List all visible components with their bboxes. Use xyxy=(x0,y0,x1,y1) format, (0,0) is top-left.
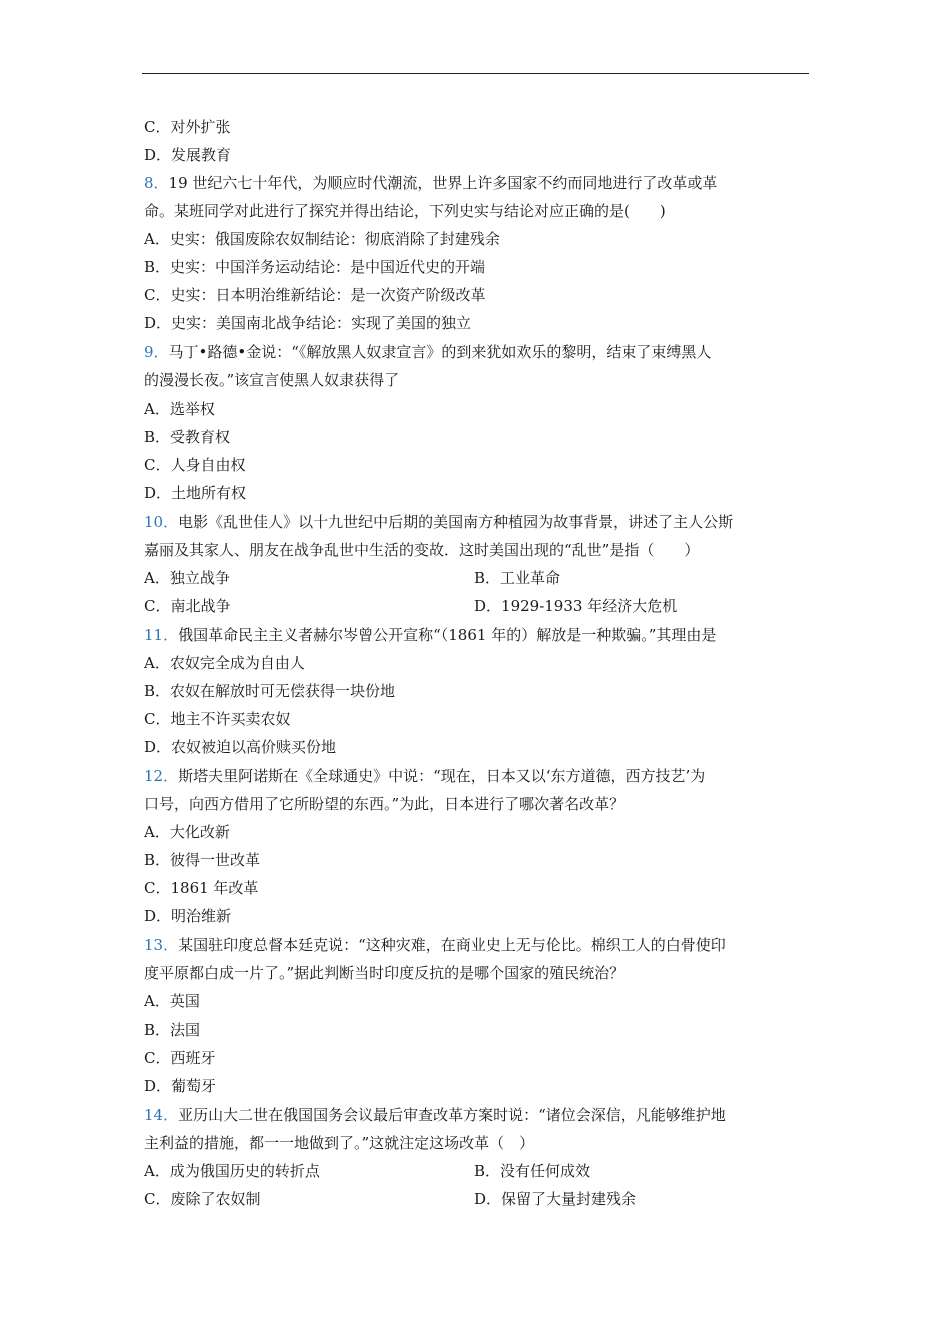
q12-stem-line1 xyxy=(144,766,705,786)
q14-option-b[interactable]: B．没有任何成效 xyxy=(474,1162,591,1180)
q13-option-b[interactable]: B．法国 xyxy=(144,1021,201,1039)
q10-text: 电影《乱世佳人》以十九世纪中后期的美国南方种植园为故事背景，讲述了主人公斯 xyxy=(178,513,734,531)
q9-option-c[interactable]: C．人身自由权 xyxy=(144,456,246,474)
q10-option-b[interactable]: B．工业革命 xyxy=(474,569,561,587)
q9-text: 马丁•路德•金说：“《解放黑人奴隶宣言》的到来犹如欢乐的黎明，结束了束缚黑人 xyxy=(168,343,712,361)
q9-option-d[interactable]: D．土地所有权 xyxy=(144,484,247,502)
q11-option-a[interactable]: A．农奴完全成为自由人 xyxy=(144,654,305,672)
q11-option-b[interactable]: B．农奴在解放时可无偿获得一块份地 xyxy=(144,682,396,700)
q13-stem-line1 xyxy=(144,935,726,955)
q9-number: 9． xyxy=(144,343,169,361)
q13-number: 13． xyxy=(144,936,179,954)
q12-stem-line2: 口号，向西方借用了它所盼望的东西。”为此，日本进行了哪次著名改革？ xyxy=(144,795,625,813)
q13-text: 某国驻印度总督本廷克说：“这种灾难，在商业史上无与伦比。棉织工人的白骨使印 xyxy=(178,936,726,954)
q9-stem-line2: 的漫漫长夜。”该宣言使黑人奴隶获得了 xyxy=(144,371,400,389)
q7-option-c[interactable]: C．对外扩张 xyxy=(144,118,231,136)
q12-option-a[interactable]: A．大化改新 xyxy=(144,823,230,841)
q7-option-d[interactable]: D．发展教育 xyxy=(144,146,232,164)
q12-number: 12． xyxy=(144,767,179,785)
q9-stem-line1 xyxy=(144,342,711,362)
q14-text: 亚历山大二世在俄国国务会议最后审查改革方案时说：“诸位会深信，凡能够维护地 xyxy=(178,1106,726,1124)
header-rule xyxy=(142,73,809,74)
q14-option-a[interactable]: A．成为俄国历史的转折点 xyxy=(144,1162,320,1180)
q13-option-d[interactable]: D．葡萄牙 xyxy=(144,1077,217,1095)
q11-option-c[interactable]: C．地主不许买卖农奴 xyxy=(144,710,291,728)
q14-number: 14． xyxy=(144,1106,179,1124)
q8-number: 8． xyxy=(144,174,169,192)
q8-option-a[interactable]: A．史实：俄国废除农奴制结论：彻底消除了封建残余 xyxy=(144,230,500,248)
q11-option-d[interactable]: D．农奴被迫以高价赎买份地 xyxy=(144,738,337,756)
q11-number: 11． xyxy=(144,626,179,644)
q14-option-c[interactable]: C．废除了农奴制 xyxy=(144,1190,261,1208)
q9-option-b[interactable]: B．受教育权 xyxy=(144,428,231,446)
q14-stem-line2: 主利益的措施，都一一地做到了。”这就注定这场改革（ ） xyxy=(144,1134,535,1152)
q12-option-b[interactable]: B．彼得一世改革 xyxy=(144,851,261,869)
q12-text: 斯塔夫里阿诺斯在《全球通史》中说：“现在，日本又以‘东方道德，西方技艺’为 xyxy=(178,767,706,785)
q10-option-c[interactable]: C．南北战争 xyxy=(144,597,231,615)
q12-option-c[interactable]: C．1861 年改革 xyxy=(144,879,259,897)
q12-option-d[interactable]: D．明治维新 xyxy=(144,907,232,925)
q10-stem-line1 xyxy=(144,512,733,532)
q8-option-d[interactable]: D．史实：美国南北战争结论：实现了美国的独立 xyxy=(144,314,472,332)
q8-stem-line1 xyxy=(144,173,717,193)
q13-stem-line2: 度平原都白成一片了。”据此判断当时印度反抗的是哪个国家的殖民统治？ xyxy=(144,964,625,982)
q10-stem-line2: 嘉丽及其家人、朋友在战争乱世中生活的变故．这时美国出现的“乱世”是指（ ） xyxy=(144,541,700,559)
q13-option-c[interactable]: C．西班牙 xyxy=(144,1049,216,1067)
q14-stem-line1 xyxy=(144,1105,726,1125)
q11-stem-line1 xyxy=(144,625,716,645)
q8-stem-line2: 命。某班同学对此进行了探究并得出结论，下列史实与结论对应正确的是( ) xyxy=(144,202,666,220)
q10-option-a[interactable]: A．独立战争 xyxy=(144,569,230,587)
q10-number: 10． xyxy=(144,513,179,531)
q10-option-d[interactable]: D．1929-1933 年经济大危机 xyxy=(474,597,678,615)
q8-text: 19 世纪六七十年代，为顺应时代潮流，世界上许多国家不约而同地进行了改革或革 xyxy=(168,174,718,192)
q9-option-a[interactable]: A．选举权 xyxy=(144,400,215,418)
q14-option-d[interactable]: D．保留了大量封建残余 xyxy=(474,1190,637,1208)
q13-option-a[interactable]: A．英国 xyxy=(144,992,200,1010)
q11-text: 俄国革命民主主义者赫尔岑曾公开宣称“（1861 年的）解放是一种欺骗。”其理由是 xyxy=(178,626,717,644)
q8-option-b[interactable]: B．史实：中国洋务运动结论：是中国近代史的开端 xyxy=(144,258,486,276)
q8-option-c[interactable]: C．史实：日本明治维新结论：是一次资产阶级改革 xyxy=(144,286,486,304)
